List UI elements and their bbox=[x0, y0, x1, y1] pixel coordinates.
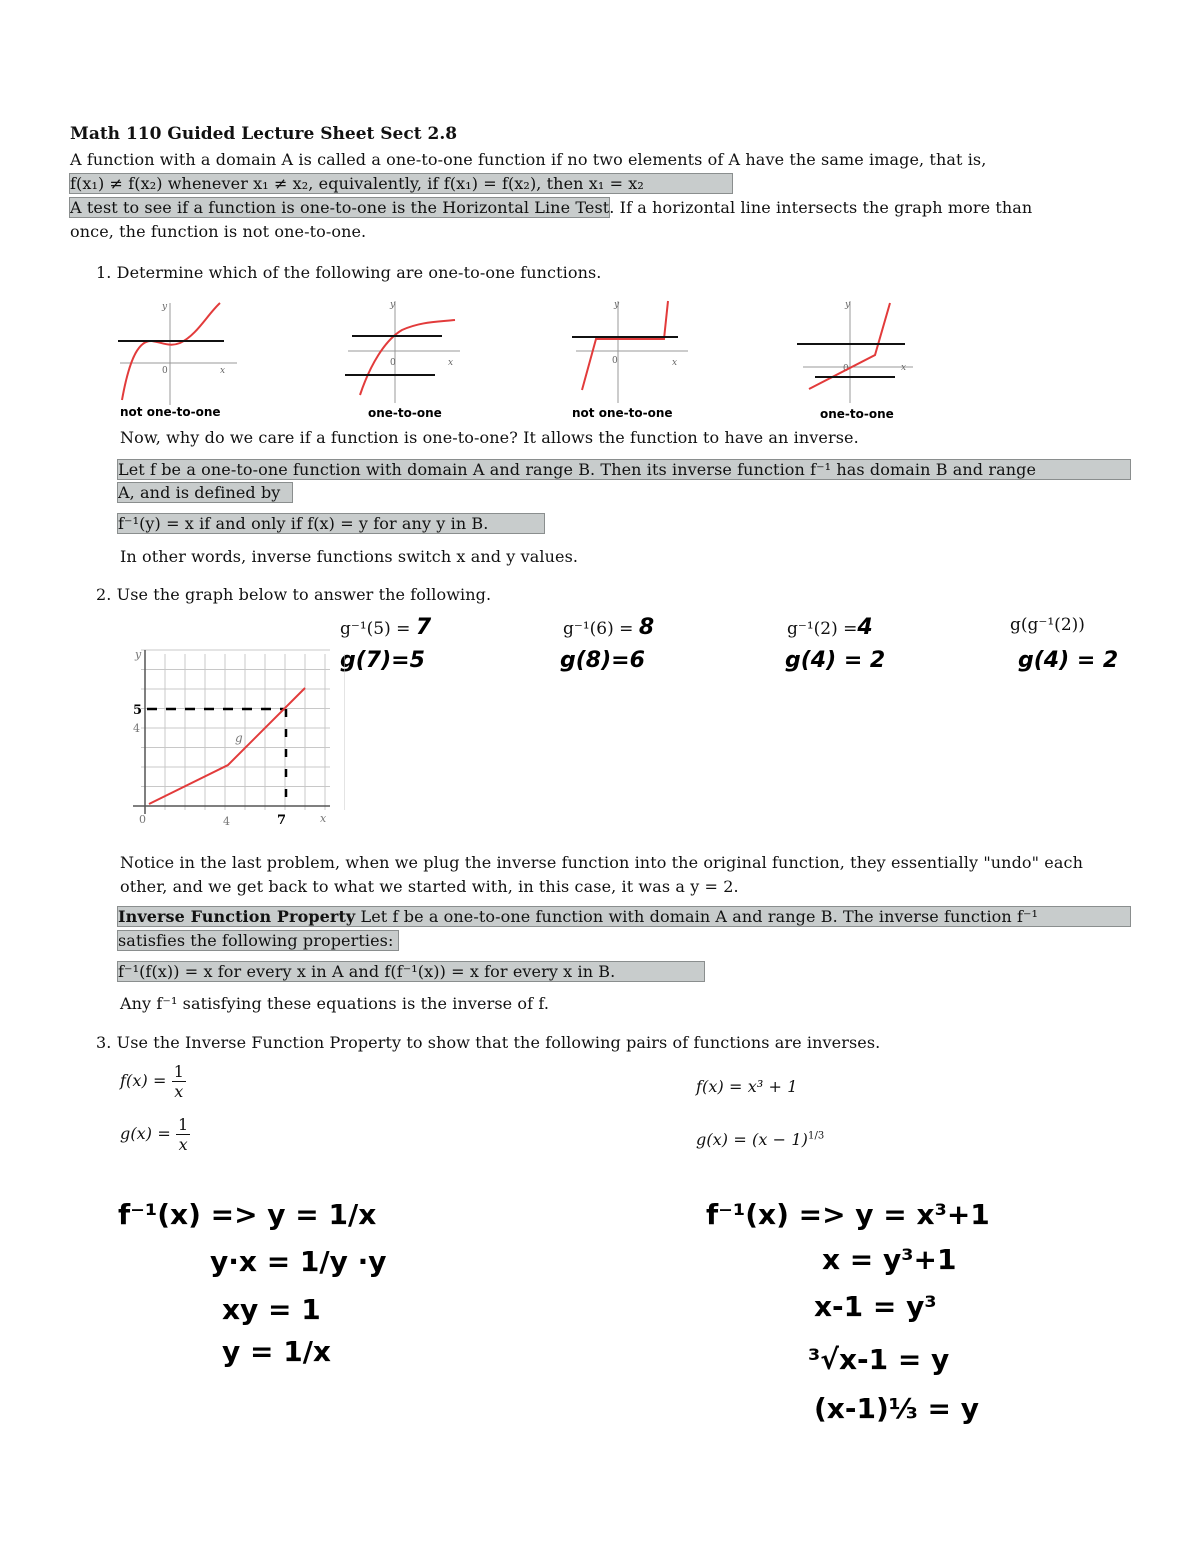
curve-label-g: g bbox=[235, 731, 243, 745]
question-2-prompt: 2. Use the graph below to answer the following. bbox=[96, 585, 492, 604]
y-axis-label: y bbox=[135, 648, 142, 661]
intro-line-3-rest: . If a horizontal line intersects the graph more than bbox=[609, 198, 1033, 217]
q1-answer-3: not one-to-one bbox=[572, 406, 673, 420]
origin-label: 0 bbox=[843, 364, 849, 374]
q3-left-g-lhs: g(x) = bbox=[120, 1124, 171, 1143]
origin-label: 0 bbox=[612, 356, 618, 366]
hand-y-label: 5 bbox=[133, 703, 143, 718]
work-right-3: x-1 = y³ bbox=[814, 1290, 937, 1323]
inverse-definition-line-3: f⁻¹(y) = x if and only if f(x) = y for any y in B. bbox=[118, 514, 544, 533]
q2-work-2: g(8)=6 bbox=[560, 648, 645, 673]
property-line-1-rest: Let f be a one-to-one function with domain A and range B. The inverse function f⁻¹ bbox=[355, 907, 1039, 926]
property-line-2: satisfies the following properties: bbox=[118, 931, 398, 950]
q2-question-2 bbox=[563, 615, 654, 640]
page-title: Math 110 Guided Lecture Sheet Sect 2.8 bbox=[70, 124, 458, 144]
x-tick-4: 4 bbox=[223, 815, 230, 828]
q3-right-g-base: g(x) = (x − 1) bbox=[696, 1130, 808, 1149]
notice-line-1: Notice in the last problem, when we plug the inverse function into the original function, they essentially "undo" each bbox=[120, 853, 1083, 872]
q3-right-g-exponent: 1/3 bbox=[808, 1130, 825, 1142]
q2-answer-2: 8 bbox=[638, 615, 655, 640]
q2-graph-g bbox=[125, 642, 345, 832]
intro-line-4: once, the function is not one-to-one. bbox=[70, 222, 367, 241]
hand-x-label: 7 bbox=[277, 813, 287, 828]
q2-work-4: g(4) = 2 bbox=[1018, 648, 1119, 673]
q3-left-g bbox=[120, 1115, 190, 1154]
property-line-4: Any f⁻¹ satisfying these equations is the inverse of f. bbox=[120, 994, 549, 1013]
work-left-4: y = 1/x bbox=[222, 1335, 331, 1368]
inverse-why: Now, why do we care if a function is one-to-one? It allows the function to have an inverse. bbox=[120, 428, 859, 447]
work-left-1: f⁻¹(x) => y = 1/x bbox=[118, 1198, 377, 1231]
inverse-definition-line-2: A, and is defined by bbox=[118, 483, 292, 502]
y-axis-label: y bbox=[845, 300, 851, 310]
q3-left-f-fraction bbox=[172, 1062, 186, 1101]
x-axis-label: x bbox=[672, 358, 678, 368]
intro-line-3 bbox=[70, 198, 1032, 217]
work-right-4: ³√x-1 = y bbox=[808, 1343, 950, 1376]
function-curve bbox=[122, 303, 220, 400]
q1-graph-2 bbox=[340, 295, 490, 415]
q3-right-f: f(x) = x³ + 1 bbox=[696, 1077, 798, 1096]
y-axis-label: y bbox=[162, 302, 168, 312]
property-line-3: f⁻¹(f(x)) = x for every x in A and f(f⁻¹(x)) = x for every x in B. bbox=[118, 962, 704, 981]
denominator: x bbox=[178, 1135, 188, 1154]
q3-left-f bbox=[120, 1062, 186, 1101]
denominator: x bbox=[174, 1082, 184, 1101]
question-3-prompt: 3. Use the Inverse Function Property to show that the following pairs of functions are inverses. bbox=[96, 1033, 881, 1052]
work-right-1: f⁻¹(x) => y = x³+1 bbox=[706, 1198, 990, 1231]
q2-work-3: g(4) = 2 bbox=[785, 648, 886, 673]
q2-work-1: g(7)=5 bbox=[340, 648, 425, 673]
numerator: 1 bbox=[178, 1115, 189, 1134]
inverse-definition-line-1: Let f be a one-to-one function with domain A and range B. Then its inverse function f⁻¹ has domain B and range bbox=[118, 460, 1130, 479]
x-axis-label: x bbox=[320, 812, 327, 825]
function-curve bbox=[582, 301, 668, 390]
q1-graph-1 bbox=[112, 295, 262, 420]
q2-question-1-text: g⁻¹(5) = bbox=[340, 619, 416, 639]
q1-answer-2: one-to-one bbox=[368, 406, 442, 420]
q3-right-g bbox=[696, 1130, 824, 1149]
property-title: Inverse Function Property bbox=[118, 907, 356, 926]
question-1-prompt: 1. Determine which of the following are one-to-one functions. bbox=[96, 263, 602, 282]
origin-label: 0 bbox=[162, 366, 168, 376]
q1-graph-4 bbox=[795, 295, 925, 415]
q1-graph-3 bbox=[568, 295, 718, 415]
horizontal-line-test-definition: A test to see if a function is one-to-one is the Horizontal Line Test bbox=[70, 198, 610, 217]
y-axis-label: y bbox=[614, 300, 620, 310]
inverse-other-words: In other words, inverse functions switch x and y values. bbox=[120, 547, 579, 566]
q1-answer-1: not one-to-one bbox=[120, 405, 221, 419]
grid bbox=[141, 650, 345, 810]
q2-question-3 bbox=[787, 615, 873, 640]
y-tick-4: 4 bbox=[133, 722, 140, 735]
work-left-2: y·x = 1/y ·y bbox=[210, 1245, 387, 1278]
q2-answer-3: 4 bbox=[857, 615, 873, 640]
q2-question-4: g(g⁻¹(2)) bbox=[1010, 615, 1085, 635]
x-axis-label: x bbox=[220, 366, 226, 376]
q3-left-g-fraction bbox=[176, 1115, 190, 1154]
function-curve bbox=[360, 320, 455, 395]
work-right-2: x = y³+1 bbox=[822, 1243, 957, 1276]
work-left-3: xy = 1 bbox=[222, 1293, 321, 1326]
intro-line-1: A function with a domain A is called a one-to-one function if no two elements of A have the same image, that is, bbox=[70, 150, 987, 169]
q2-question-2-text: g⁻¹(6) = bbox=[563, 619, 639, 639]
q2-question-3-text: g⁻¹(2) = bbox=[787, 619, 858, 639]
work-right-5: (x-1)⅓ = y bbox=[814, 1392, 979, 1425]
notice-line-2: other, and we get back to what we started with, in this case, it was a y = 2. bbox=[120, 877, 739, 896]
q2-answer-1: 7 bbox=[415, 615, 432, 640]
q1-answer-4: one-to-one bbox=[820, 407, 894, 421]
numerator: 1 bbox=[173, 1062, 184, 1081]
y-axis-label: y bbox=[390, 300, 396, 310]
origin-label: 0 bbox=[390, 358, 396, 368]
x-axis-label: x bbox=[448, 358, 454, 368]
intro-line-2: f(x₁) ≠ f(x₂) whenever x₁ ≠ x₂, equivalently, if f(x₁) = f(x₂), then x₁ = x₂ bbox=[70, 174, 732, 193]
origin-label: 0 bbox=[139, 813, 146, 826]
q2-question-1 bbox=[340, 615, 431, 640]
property-line-1 bbox=[118, 907, 1130, 926]
x-axis-label: x bbox=[901, 363, 907, 373]
q3-left-f-lhs: f(x) = bbox=[120, 1071, 167, 1090]
